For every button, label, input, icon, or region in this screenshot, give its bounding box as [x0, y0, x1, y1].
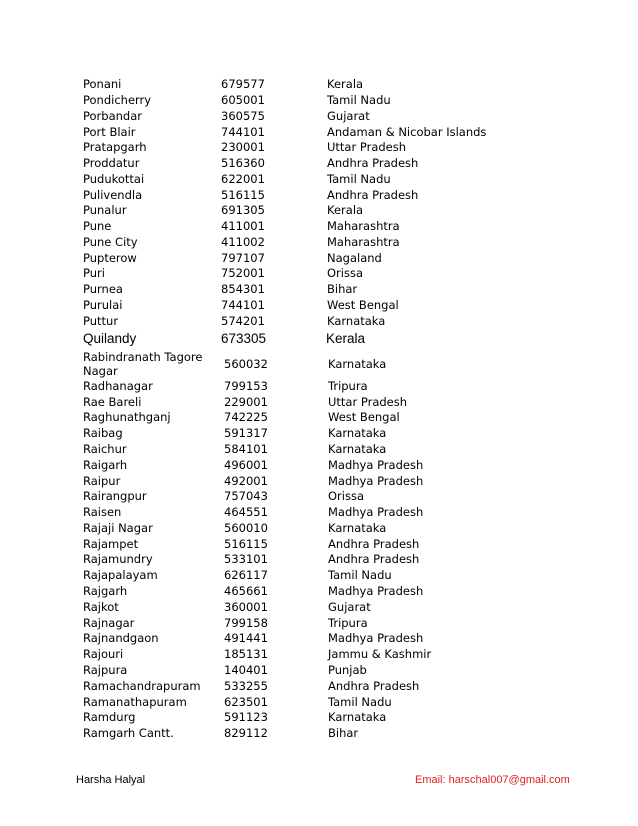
- city-cell: Rajgarh: [83, 584, 128, 598]
- city-cell: Ramgarh Cantt.: [83, 726, 174, 740]
- city-cell: Quilandy: [83, 331, 137, 346]
- state-cell: Punjab: [328, 663, 367, 677]
- pincode-cell: 516360: [221, 156, 265, 170]
- pincode-cell: 623501: [224, 695, 268, 709]
- city-cell: Porbandar: [83, 109, 142, 123]
- state-cell: Madhya Pradesh: [328, 458, 424, 472]
- city-cell: Rajaji Nagar: [83, 521, 153, 535]
- city-cell: Pupterow: [83, 251, 137, 265]
- state-cell: Kerala: [327, 203, 364, 217]
- pincode-cell: 797107: [221, 251, 265, 265]
- pincode-cell: 679577: [221, 77, 265, 91]
- pincode-cell: 799158: [224, 616, 268, 630]
- city-cell: Ramdurg: [83, 710, 136, 724]
- state-cell: Andhra Pradesh: [328, 552, 420, 566]
- pincode-cell: 757043: [224, 489, 268, 503]
- state-cell: Bihar: [327, 282, 358, 296]
- pincode-cell: 533101: [224, 552, 268, 566]
- city-cell: Raichur: [83, 442, 127, 456]
- city-cell: Port Blair: [83, 125, 136, 139]
- pincode-cell: 591123: [224, 710, 268, 724]
- pincode-cell: 516115: [221, 188, 265, 202]
- city-cell: Rajnandgaon: [83, 631, 159, 645]
- city-cell: Rajapalayam: [83, 568, 158, 582]
- pincode-cell: 799153: [224, 379, 268, 393]
- state-cell: West Bengal: [327, 298, 399, 312]
- state-cell: Orissa: [327, 266, 364, 280]
- city-cell: Ramachandrapuram: [83, 679, 201, 693]
- city-cell: Pudukottai: [83, 172, 145, 186]
- pincode-cell: 591317: [224, 426, 268, 440]
- pincode-cell: 411002: [221, 235, 265, 249]
- city-cell: Rajkot: [83, 600, 119, 614]
- state-cell: Andhra Pradesh: [328, 537, 420, 551]
- state-cell: Maharashtra: [327, 235, 400, 249]
- city-cell: Rairangpur: [83, 489, 147, 503]
- city-cell: Rae Bareli: [83, 395, 142, 409]
- city-cell: Ramanathapuram: [83, 695, 187, 709]
- pincode-cell: 584101: [224, 442, 268, 456]
- state-cell: Uttar Pradesh: [327, 140, 407, 154]
- city-cell: Raisen: [83, 505, 122, 519]
- state-cell: Tamil Nadu: [328, 568, 392, 582]
- pincode-cell: 533255: [224, 679, 268, 693]
- state-cell: Karnataka: [328, 521, 387, 535]
- pincode-cell: 560010: [224, 521, 268, 535]
- city-cell: Purnea: [83, 282, 123, 296]
- pincode-cell: 465661: [224, 584, 268, 598]
- city-cell: Pune City: [83, 235, 138, 249]
- state-cell: Tripura: [328, 379, 368, 393]
- city-cell: Raigarh: [83, 458, 128, 472]
- city-cell: Rajnagar: [83, 616, 135, 630]
- pincode-cell: 673305: [221, 331, 267, 346]
- pincode-cell: 185131: [224, 647, 268, 661]
- city-cell: Radhanagar: [83, 379, 153, 393]
- state-cell: Uttar Pradesh: [328, 395, 408, 409]
- pincode-cell: 491441: [224, 631, 268, 645]
- pincode-cell: 744101: [221, 298, 265, 312]
- pincode-cell: 492001: [224, 474, 268, 488]
- pincode-cell: 744101: [221, 125, 265, 139]
- city-cell: Raipur: [83, 474, 121, 488]
- state-cell: West Bengal: [328, 410, 400, 424]
- city-cell: Pulivendla: [83, 188, 143, 202]
- pincode-cell: 691305: [221, 203, 265, 217]
- footer-email: Email: harschal007@gmail.com: [415, 774, 570, 786]
- pincode-cell: 360575: [221, 109, 265, 123]
- city-cell: Puttur: [83, 314, 119, 328]
- city-cell: Raibag: [83, 426, 123, 440]
- city-cell: Pondicherry: [83, 93, 152, 107]
- pincode-cell: 742225: [224, 410, 268, 424]
- state-cell: Andhra Pradesh: [327, 188, 419, 202]
- city-cell: Punalur: [83, 203, 127, 217]
- state-cell: Kerala: [327, 77, 364, 91]
- state-cell: Madhya Pradesh: [328, 474, 424, 488]
- state-cell: Madhya Pradesh: [328, 631, 424, 645]
- state-cell: Karnataka: [328, 426, 387, 440]
- city-cell: Rajpura: [83, 663, 128, 677]
- state-cell: Jammu & Kashmir: [328, 647, 432, 661]
- state-cell: Karnataka: [328, 710, 387, 724]
- pincode-cell: 140401: [224, 663, 268, 677]
- city-cell: Pune: [83, 219, 112, 233]
- pincode-cell: 516115: [224, 537, 268, 551]
- state-cell: Tripura: [328, 616, 368, 630]
- pincode-cell: 829112: [224, 726, 268, 740]
- city-cell: Rajampet: [83, 537, 139, 551]
- state-cell: Karnataka: [328, 357, 387, 371]
- state-cell: Kerala: [326, 331, 366, 346]
- pincode-cell: 229001: [224, 395, 268, 409]
- pincode-cell: 464551: [224, 505, 268, 519]
- city-cell: Purulai: [83, 298, 123, 312]
- pincode-cell: 411001: [221, 219, 265, 233]
- pincode-cell: 626117: [224, 568, 268, 582]
- state-cell: Tamil Nadu: [327, 172, 391, 186]
- pincode-cell: 622001: [221, 172, 265, 186]
- state-cell: Karnataka: [328, 442, 387, 456]
- state-cell: Tamil Nadu: [328, 695, 392, 709]
- city-cell: Raghunathganj: [83, 410, 171, 424]
- state-cell: Madhya Pradesh: [328, 584, 424, 598]
- pincode-cell: 230001: [221, 140, 265, 154]
- state-cell: Madhya Pradesh: [328, 505, 424, 519]
- city-cell: Rabindranath Tagore Nagar: [83, 350, 203, 378]
- page-footer: [0, 774, 638, 790]
- city-cell: Proddatur: [83, 156, 140, 170]
- pincode-cell: 605001: [221, 93, 265, 107]
- city-cell: Puri: [83, 266, 105, 280]
- state-cell: Tamil Nadu: [327, 93, 391, 107]
- state-cell: Bihar: [328, 726, 359, 740]
- city-cell: Rajamundry: [83, 552, 153, 566]
- pincode-cell: 360001: [224, 600, 268, 614]
- city-cell: Ponani: [83, 77, 122, 91]
- footer-author: Harsha Halyal: [76, 774, 146, 786]
- state-cell: Karnataka: [327, 314, 386, 328]
- pincode-cell: 574201: [221, 314, 265, 328]
- state-cell: Andhra Pradesh: [327, 156, 419, 170]
- pincode-cell: 496001: [224, 458, 268, 472]
- pincode-cell: 560032: [224, 357, 268, 371]
- city-cell: Pratapgarh: [83, 140, 147, 154]
- city-cell: Rajouri: [83, 647, 124, 661]
- state-cell: Andhra Pradesh: [328, 679, 420, 693]
- pincode-cell: 854301: [221, 282, 265, 296]
- state-cell: Gujarat: [327, 109, 370, 123]
- state-cell: Maharashtra: [327, 219, 400, 233]
- pincode-cell: 752001: [221, 266, 265, 280]
- state-cell: Gujarat: [328, 600, 371, 614]
- state-cell: Nagaland: [327, 251, 382, 265]
- state-cell: Orissa: [328, 489, 365, 503]
- state-cell: Andaman & Nicobar Islands: [327, 125, 487, 139]
